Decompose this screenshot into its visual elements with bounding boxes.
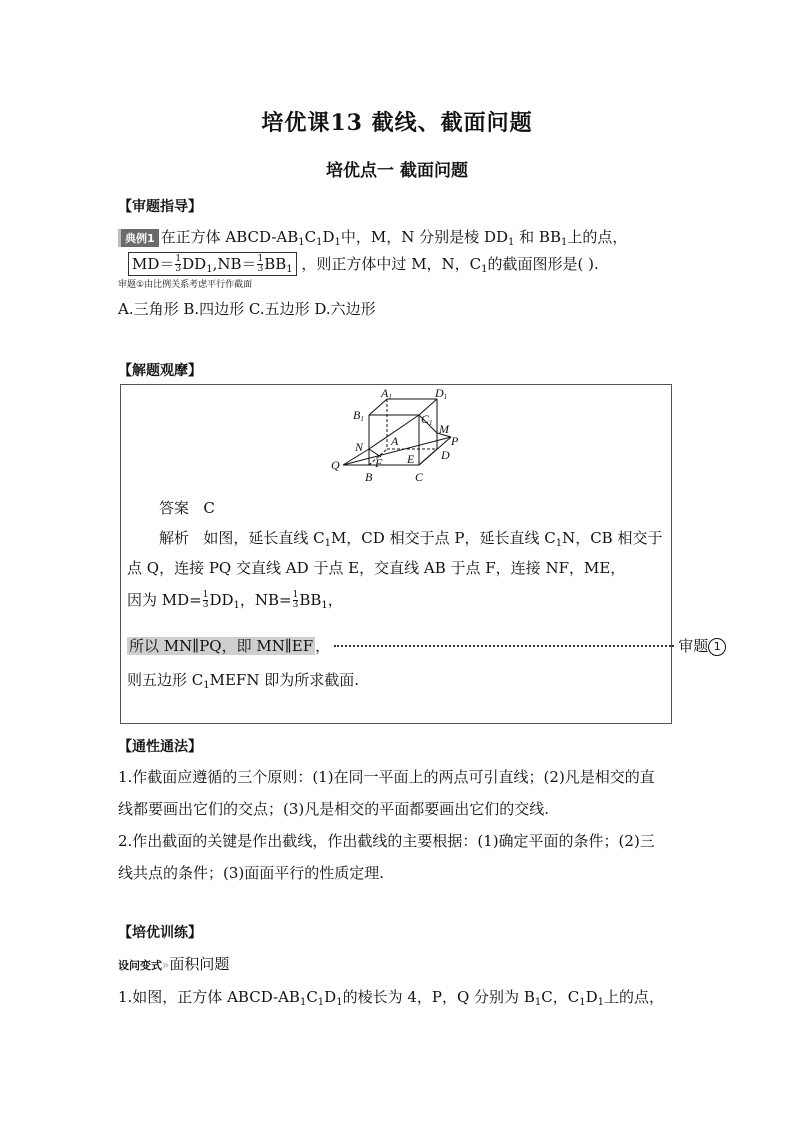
method-p2-line1: 2.作出截面的关键是作出截线，作出截线的主要根据：(1)确定平面的条件；(2)三 xyxy=(118,832,655,850)
training-question-1: 1.如图，正方体 ABCD-$AB_1C_1D_1$的棱长为 4，P，Q 分别为 $B_1C$，$C_1D_1$上的点， xyxy=(118,988,664,1008)
training-tag-line: 设问变式»面积问题 xyxy=(118,955,230,973)
section-heading-method: 【通性通法】 xyxy=(118,739,202,755)
method-p1-line2: 线都要画出它们的交点；(3)凡是相交的平面都要画出它们的交线. xyxy=(118,800,550,818)
example-line-1: 典例1 在正方体 ABCD-$AB_1C_1D_1$中，M，N 分别是棱 $DD_1$ 和 $BB_1$上的点， xyxy=(118,226,627,248)
analysis-line-2: 点 Q，连接 PQ 交直线 AD 于点 E，交直线 AB 于点 F，连接 NF，ME， xyxy=(127,559,626,577)
section-heading-solution: 【解题观摩】 xyxy=(118,363,202,379)
analysis-line-3: 因为 MD= $\frac{1}{3}$ $DD_1$，NB= $\frac{1}{3}$ $BB_1$， xyxy=(127,590,343,611)
label-c: C xyxy=(415,470,424,484)
label-e: E xyxy=(407,452,415,466)
label-c1: C1 xyxy=(421,412,433,427)
cube-figure xyxy=(331,387,491,495)
section-subtitle: 培优点一 截面问题 xyxy=(326,161,468,181)
analysis-line-1: 解析 如图，延长直线 $C_1M$，CD 相交于点 P，延长直线 $C_1N$，CB 相交于 xyxy=(159,529,663,549)
analysis-line-5: 则五边形 $C_1MEFN$ 即为所求截面. xyxy=(127,671,360,691)
label-f: F xyxy=(375,456,383,470)
label-b: B xyxy=(365,470,373,484)
label-p: P xyxy=(451,434,459,448)
example-badge: 典例1 xyxy=(118,229,159,247)
label-d: D xyxy=(441,448,450,462)
highlight-reason: 所以 MN∥PQ，即 MN∥EF xyxy=(129,637,314,655)
label-a1: A1 xyxy=(381,387,392,401)
label-d1: D1 xyxy=(435,387,448,401)
edge-line xyxy=(369,399,387,415)
dotted-leader xyxy=(334,645,674,647)
label-b1: B1 xyxy=(353,408,364,423)
example-condition-line: MD＝ $\frac{1}{3}$ $DD_1,NB=$ $\frac{1}{3}$ $BB_1$ ，则正方体中过 M，N，$C_1$的截面图形是( ). xyxy=(128,252,599,276)
circled-number: 1 xyxy=(708,638,726,656)
label-n: N xyxy=(355,440,364,454)
solution-panel xyxy=(120,384,721,724)
analysis-line-4: 所以 MN∥PQ，即 MN∥EF ， 审题 1 xyxy=(127,635,726,656)
answer-line: 答案 C xyxy=(159,499,215,517)
page-title: 培优课13 截线、截面问题 xyxy=(261,110,533,136)
method-p1-line1: 1.作截面应遵循的三个原则：(1)在同一平面上的两点可引直线；(2)凡是相交的直 xyxy=(118,768,655,786)
example-hint: 审题①由比例关系考虑平行作截面 xyxy=(118,280,253,290)
section-heading-guide: 【审题指导】 xyxy=(118,199,202,215)
label-m: M xyxy=(439,422,449,436)
label-q: Q xyxy=(331,458,340,472)
method-p2-line2: 线共点的条件；(3)面面平行的性质定理. xyxy=(118,864,385,882)
condition-box: MD＝ $\frac{1}{3}$ $DD_1,NB=$ $\frac{1}{3}$ $BB_1$ xyxy=(128,252,297,276)
label-a: A xyxy=(391,434,399,448)
example-options: A.三角形 B.四边形 C.五边形 D.六边形 xyxy=(118,300,376,318)
section-heading-training: 【培优训练】 xyxy=(118,925,202,941)
